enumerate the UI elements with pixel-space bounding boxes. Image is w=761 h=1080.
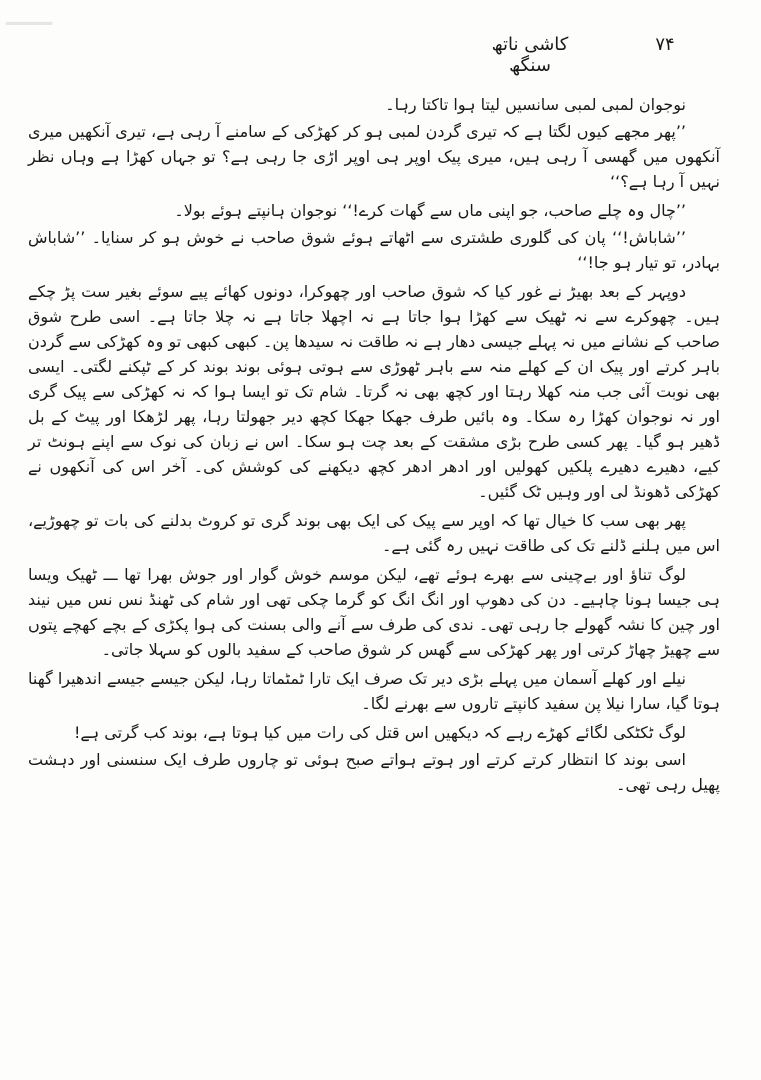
faint-corner-mark: ▁▁▁ [6, 1, 53, 25]
paragraph: پھر بھی سب کا خیال تھا کہ اوپر سے پیک کی ایک بھی بوند گری تو کروٹ بدلنے کی بات تو چھوڑیے، اس میں ہلنے ڈلنے تک کی طاقت نہیں رہ گئی ہے۔ [28, 511, 720, 555]
paragraph: ’’چال وہ چلے صاحب، جو اپنی ماں سے گھات کرے!‘‘ نوجوان ہانپتے ہوئے بولا۔ [174, 201, 686, 220]
paragraph: ’’شاباش!‘‘ پان کی گلوری طشتری سے اٹھاتے ہوئے شوق صاحب نے خوش ہو کر سنایا۔ ’’شاباش بہادر، تو تیار ہو جا!‘‘ [28, 228, 720, 272]
paragraph: دوپہر کے بعد بھیڑ نے غور کیا کہ شوق صاحب اور چھوکرا، دونوں کھائے پیے سوئے بغیر ست پڑ چکے ہیں۔ چھوکرے سے نہ ٹھیک سے کھڑا ہوا جاتا ہے نہ اچھلا جاتا ہے نہ چلا جاتا ہے۔ اسی طرح شوق صاحب کے نشانے میں نہ پہلے جیسی دھار ہے نہ طاقت نہ سیدھا پن۔ کبھی کبھی تو وہ کھڑکی سے گردن باہر کرتے اور پیک ان کے کھلے منہ سے باہر ٹھوڑی سے ہوتی ہوئی بوند بوند کر کے ٹپکنے لگتی۔ ایسی بھی نوبت آئی جب منہ کھلا رہتا اور کچھ بھی نہ گرتا۔ شام تک تو ایسا ہوا کہ نہ کھڑکی سے پیک گری اور نہ نوجوان کھڑا رہ سکا۔ وہ بائیں طرف جھکا جھکا کچھ دیر جھولتا رہا، پھر لڑھکا اور پیٹ کے بل ڈھیر ہو گیا۔ پھر کسی طرح بڑی مشقت کے بعد چت ہو سکا۔ اس نے زبان کی نوک سے اپنے ہونٹ تر کیے، دھیرے دھیرے پلکیں کھولیں اور ادھر ادھر کچھ دیکھنے کی کوشش کی۔ آخر اس کی آنکھوں نے کھڑکی ڈھونڈ لی اور وہیں ٹک گئیں۔ [28, 282, 720, 501]
paragraph: نیلے اور کھلے آسمان میں پہلے بڑی دیر تک صرف ایک تارا ٹمٹماتا رہا، لیکن جیسے جیسے اندھیرا گھنا ہوتا گیا، سارا نیلا پن سفید کانپتے تاروں سے بھرنے لگا۔ [28, 669, 720, 713]
paragraph: لوگ تناؤ اور بےچینی سے بھرے ہوئے تھے، لیکن موسم خوش گوار اور جوش بھرا تھا ـــ ٹھیک ویسا ہی جیسا ہونا چاہیے۔ دن کی دھوپ اور انگ انگ کو گرما چکی تھی اور شام کی ٹھنڈ نس نس میں نیند اور چین کا نشہ گھولے جا رہی تھی۔ ندی کی طرف سے آنے والی بسنت کی ہوا پکڑی کے بچے کھچے پتوں سے چھیڑ چھاڑ کرتی اور پھر کھڑکی سے گھس کر شوق صاحب کے سفید بالوں کو سہلا جاتی۔ [28, 565, 720, 659]
paragraph: ’’پھر مجھے کیوں لگتا ہے کہ تیری گردن لمبی ہو کر کھڑکی کے سامنے آ رہی ہے، تیری آنکھیں میری آنکھوں میں گھسی آ رہی ہیں، میری پیک اوپر ہی اوپر اڑی جا رہی ہے؟ تو جہاں کھڑا ہے وہاں نظر نہیں آ رہا ہے؟‘‘ [28, 122, 720, 191]
page-body-text [28, 92, 720, 801]
paragraph: اسی بوند کا انتظار کرتے کرتے اور ہوتے ہواتے صبح ہوئی تو چاروں طرف ایک سنسنی اور دہشت پھیل رہی تھی۔ [28, 750, 720, 794]
paragraph: نوجوان لمبی لمبی سانسیں لیتا ہوا تاکتا رہا۔ [385, 95, 686, 114]
page-header [0, 34, 761, 76]
page-number: ۷۴ [655, 34, 675, 55]
running-header-title: کاشی ناتھ سنگھ [491, 34, 569, 76]
paragraph: لوگ ٹکٹکی لگائے کھڑے رہے کہ دیکھیں اس قتل کی رات میں کیا ہوتا ہے، بوند کب گرتی ہے! [73, 723, 686, 742]
